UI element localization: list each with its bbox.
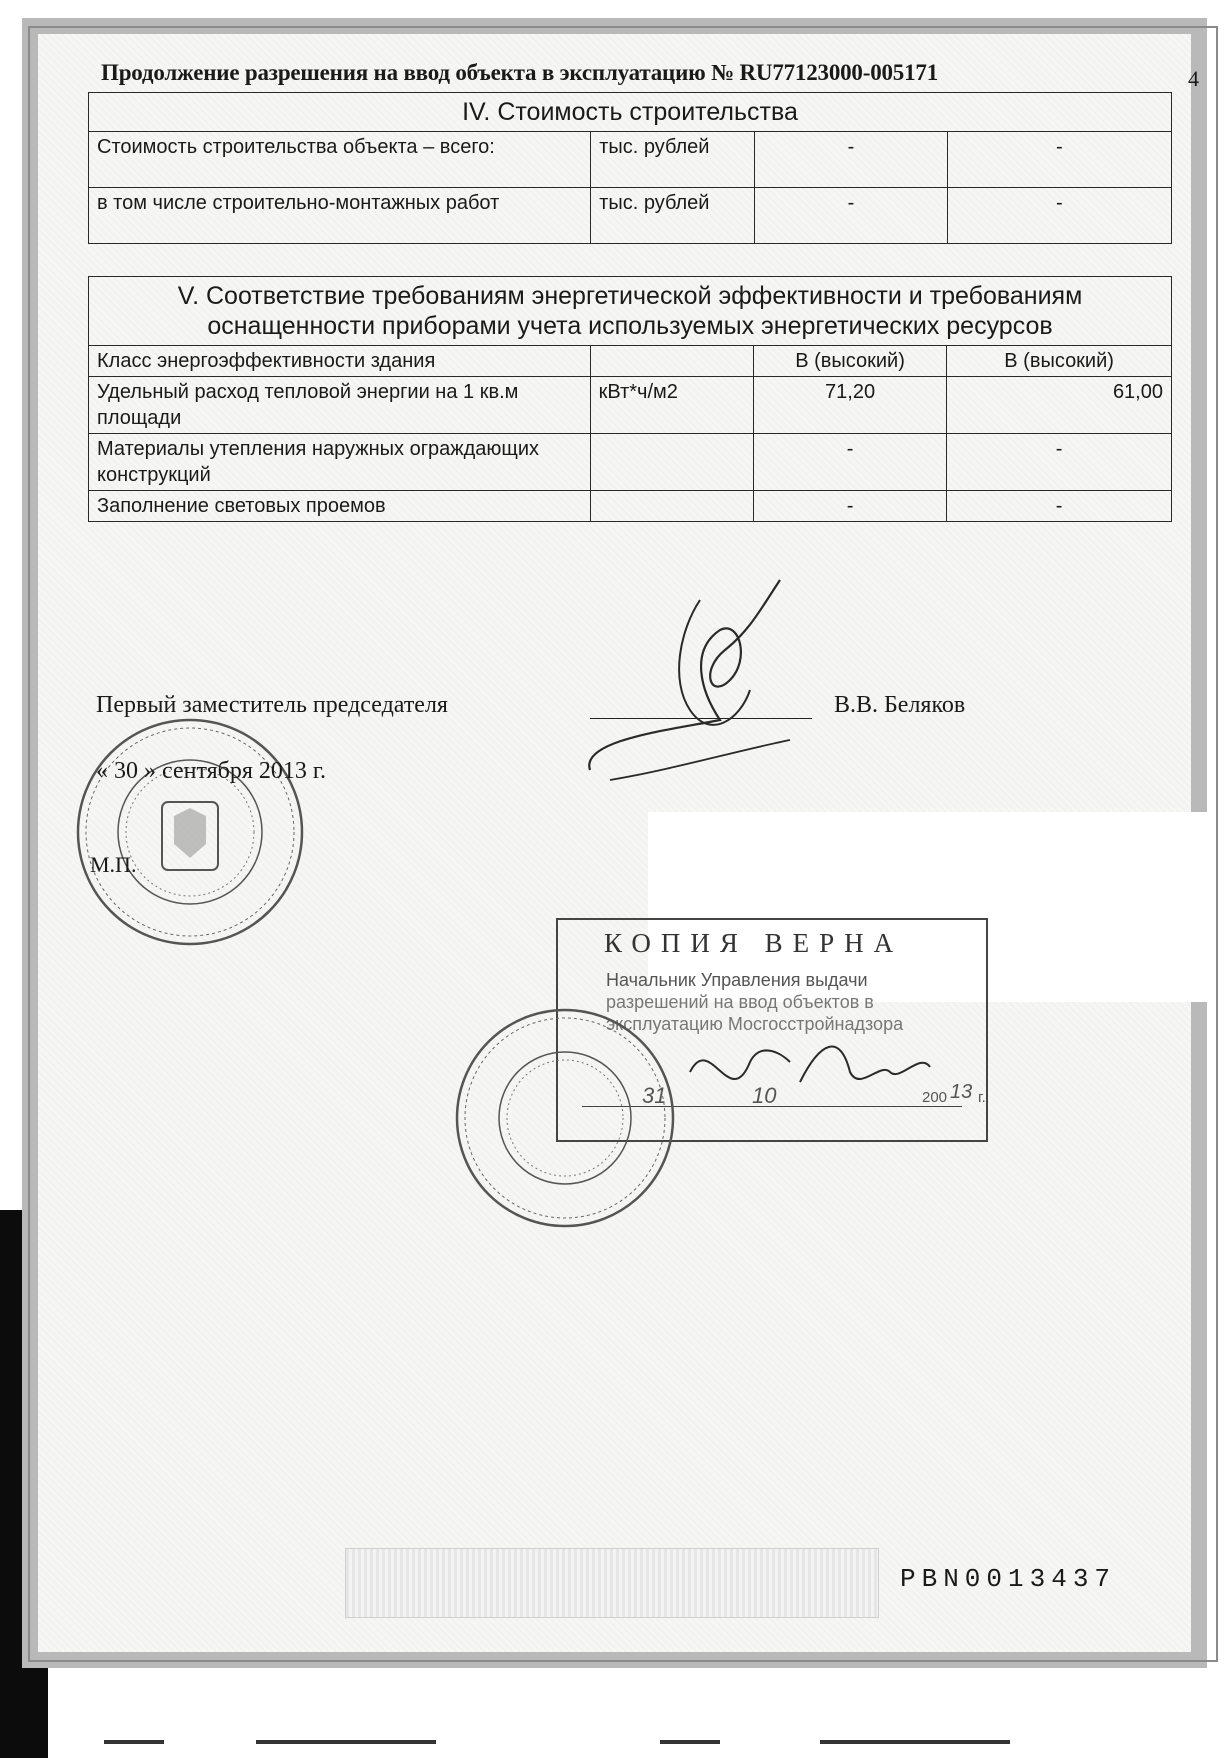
document-heading: Продолжение разрешения на ввод объекта в эксплуатацию № RU77123000-005171	[101, 60, 938, 85]
stamp-place-label: М.П.	[90, 852, 137, 877]
energy-table	[88, 276, 1172, 522]
row-value-actual: 61,00	[947, 377, 1172, 434]
row-value-actual: -	[947, 434, 1172, 491]
table-row	[89, 346, 1172, 377]
cost-table	[88, 92, 1172, 244]
row-unit	[590, 346, 753, 377]
row-unit	[590, 434, 753, 491]
row-value-planned: -	[753, 491, 946, 522]
energy-table-title: V. Соответствие требованиям энергетической эффективности и требованиям оснащенности приборами учета используемых энергетических ресурсов	[89, 277, 1172, 346]
scan-mark	[256, 1740, 436, 1744]
table-row	[89, 434, 1172, 491]
signature-date: « 30 » сентября 2013 г.	[96, 758, 327, 784]
row-unit: тыс. рублей	[591, 188, 755, 244]
copy-stamp-year-suffix: 13	[950, 1081, 973, 1103]
page-number: 4	[1188, 66, 1199, 91]
signatory-name: В.В. Беляков	[834, 692, 966, 718]
row-label: Заполнение световых проемов	[89, 491, 591, 522]
row-label: Класс энергоэффективности здания	[89, 346, 591, 377]
table-row	[89, 377, 1172, 434]
row-value-planned: 71,20	[753, 377, 946, 434]
cost-table-title: IV. Стоимость строительства	[89, 93, 1172, 132]
official-seal	[70, 712, 310, 952]
signature	[550, 570, 810, 790]
row-label: в том числе строительно-монтажных работ	[89, 188, 591, 244]
scan-mark	[660, 1740, 720, 1744]
row-value-actual: В (высокий)	[947, 346, 1172, 377]
serial-number: PBN0013437	[900, 1564, 1117, 1594]
row-label: Удельный расход тепловой энергии на 1 кв.м площади	[89, 377, 591, 434]
copy-stamp-title: КОПИЯ ВЕРНА	[604, 928, 904, 958]
security-pattern	[345, 1548, 879, 1618]
row-unit	[590, 491, 753, 522]
copy-seal	[450, 1003, 680, 1233]
row-unit: тыс. рублей	[591, 132, 755, 188]
copy-stamp-year-prefix: 200	[922, 1089, 948, 1106]
row-value-planned: -	[753, 434, 946, 491]
row-label: Стоимость строительства объекта – всего:	[89, 132, 591, 188]
scan-mark	[104, 1740, 164, 1744]
row-label: Материалы утепления наружных ограждающих конструкций	[89, 434, 591, 491]
table-row	[89, 188, 1172, 244]
copy-stamp-line: эксплуатацию Мосгосстройнадзора	[606, 1014, 904, 1034]
signatory-position: Первый заместитель председателя	[96, 692, 448, 718]
row-value-actual: -	[947, 188, 1171, 244]
table-row	[89, 491, 1172, 522]
row-unit: кВт*ч/м2	[590, 377, 753, 434]
row-value-planned: -	[755, 188, 948, 244]
row-value-actual: -	[947, 491, 1172, 522]
row-value-actual: -	[947, 132, 1171, 188]
copy-stamp-month: 10	[752, 1083, 777, 1108]
copy-stamp-day: 31	[642, 1083, 667, 1108]
table-row	[89, 132, 1172, 188]
copy-stamp-line: разрешений на ввод объектов в	[606, 992, 874, 1012]
scan-mark	[820, 1740, 1010, 1744]
copy-signature	[680, 1012, 940, 1132]
row-value-planned: В (высокий)	[753, 346, 946, 377]
copy-stamp-line: Начальник Управления выдачи	[606, 970, 868, 990]
row-value-planned: -	[755, 132, 948, 188]
copy-stamp-year-end: г.	[978, 1089, 986, 1106]
